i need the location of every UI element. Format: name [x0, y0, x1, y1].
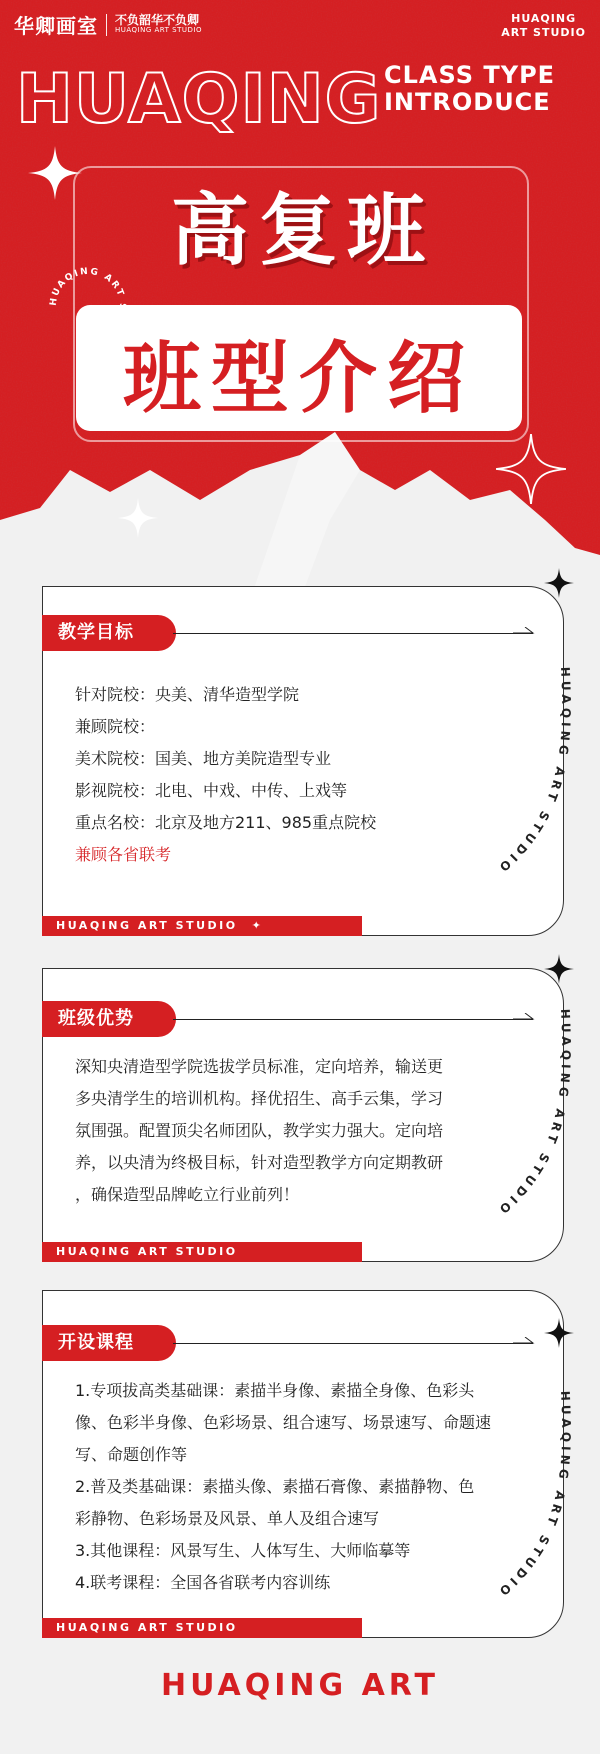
card-footer-text: HUAQING ART STUDIO [56, 1245, 238, 1258]
list-item: 美术院校：国美、地方美院造型专业 [75, 749, 332, 768]
brand-subtitle [115, 14, 202, 35]
card-rule [173, 1343, 533, 1344]
list-item: 针对院校：央美、清华造型学院 [75, 685, 300, 704]
card-courses [42, 1290, 574, 1638]
card-footer [42, 1242, 362, 1262]
outline-wordmark: HUAQING [16, 60, 382, 139]
brand-slogan: 不负韶华不负卿 [115, 13, 200, 28]
circular-badge [44, 262, 132, 350]
card-rule [173, 633, 533, 634]
list-item: 兼顾院校： [75, 717, 156, 736]
card-footer [42, 916, 362, 936]
sparkle-icon [118, 498, 158, 538]
hero-title: 高复班 [170, 186, 435, 276]
curved-side-text [443, 999, 583, 1239]
circular-badge-text: HUAQING ART STUDIO [48, 266, 128, 346]
card-teaching-goals [42, 586, 574, 936]
sparkle-outline-icon [496, 434, 566, 504]
curved-side-text-label: HUAQING ART STUDIO [493, 1008, 574, 1219]
list-item: 影视院校：北电、中戏、中传、上戏等 [75, 781, 348, 800]
brand-name-cn: 华卿画室 [14, 14, 98, 38]
curved-side-text-label: HUAQING ART STUDIO [493, 666, 574, 877]
card-class-advantages [42, 968, 574, 1262]
hero-subtitle: 班型介绍 [122, 334, 475, 424]
curved-side-text [443, 1381, 583, 1621]
brand-logo [14, 10, 202, 39]
brand-name-en: HUAQING ART STUDIO [115, 26, 202, 35]
svg-text:HUAQING ART STUDIO [494, 1391, 573, 1601]
list-item: 彩静物、色彩场景及风景、单人及组合速写 [75, 1509, 380, 1528]
rule-arrow-icon [513, 1337, 535, 1351]
card-tab: 教学目标 [42, 615, 176, 651]
class-type-heading [384, 62, 555, 116]
svg-text:HUAQING ART STUDIO [49, 267, 127, 345]
studio-label-line2: ART STUDIO [501, 25, 586, 39]
list-item: 写、命题创作等 [75, 1445, 188, 1464]
card-footer [42, 1618, 362, 1638]
brand-separator [106, 14, 107, 36]
list-item: 像、色彩半身像、色彩场景、组合速写、场景速写、命题速 [75, 1413, 492, 1432]
class-type-line1: CLASS TYPE [384, 61, 556, 89]
sparkle-icon [28, 146, 82, 200]
studio-label [501, 12, 586, 40]
footer-mark: ✦ [251, 919, 264, 932]
paragraph-line: 深知央清造型学院选拔学员标准，定向培养，输送更 [75, 1057, 444, 1076]
svg-text:HUAQING ART STUDIO [494, 1009, 573, 1219]
paragraph-line: 氛围强。配置顶尖名师团队，教学实力强大。定向培 [75, 1121, 444, 1140]
svg-text:HUAQING ART STUDIO [494, 667, 573, 877]
list-item: 3.其他课程：风景写生、人体写生、大师临摹等 [75, 1541, 411, 1560]
hero-banner [0, 0, 600, 600]
paragraph-line: ，确保造型品牌屹立行业前列！ [75, 1185, 300, 1204]
paragraph-line: 多央清学生的培训机构。择优招生、高手云集，学习 [75, 1089, 444, 1108]
card-body [75, 679, 376, 871]
card-tab: 班级优势 [42, 1001, 176, 1037]
paragraph-line: 养，以央清为终极目标，针对造型教学方向定期教研 [75, 1153, 444, 1172]
sparkle-icon [544, 954, 574, 984]
highlight-text: 兼顾各省联考 [75, 845, 172, 864]
card-footer-text: HUAQING ART STUDIO [56, 1621, 238, 1634]
sparkle-icon [544, 1318, 574, 1348]
rule-arrow-icon [513, 627, 535, 641]
studio-label-line1: HUAQING [511, 12, 577, 25]
curved-side-text [443, 657, 583, 897]
list-item: 2.普及类基础课：素描头像、素描石膏像、素描静物、色 [75, 1477, 475, 1496]
sparkle-icon [544, 568, 574, 598]
card-footer-text: HUAQING ART STUDIO [56, 919, 238, 932]
curved-side-text-label: HUAQING ART STUDIO [493, 1390, 574, 1601]
list-item: 重点名校：北京及地方211、985重点院校 [75, 813, 377, 832]
bottom-wordmark: HUAQING ART [160, 1668, 440, 1703]
card-tab: 开设课程 [42, 1325, 176, 1361]
list-item: 4.联考课程：全国各省联考内容训练 [75, 1573, 331, 1592]
list-item: 1.专项拔高类基础课：素描半身像、素描全身像、色彩头 [75, 1381, 475, 1400]
class-type-line2: INTRODUCE [384, 87, 551, 116]
